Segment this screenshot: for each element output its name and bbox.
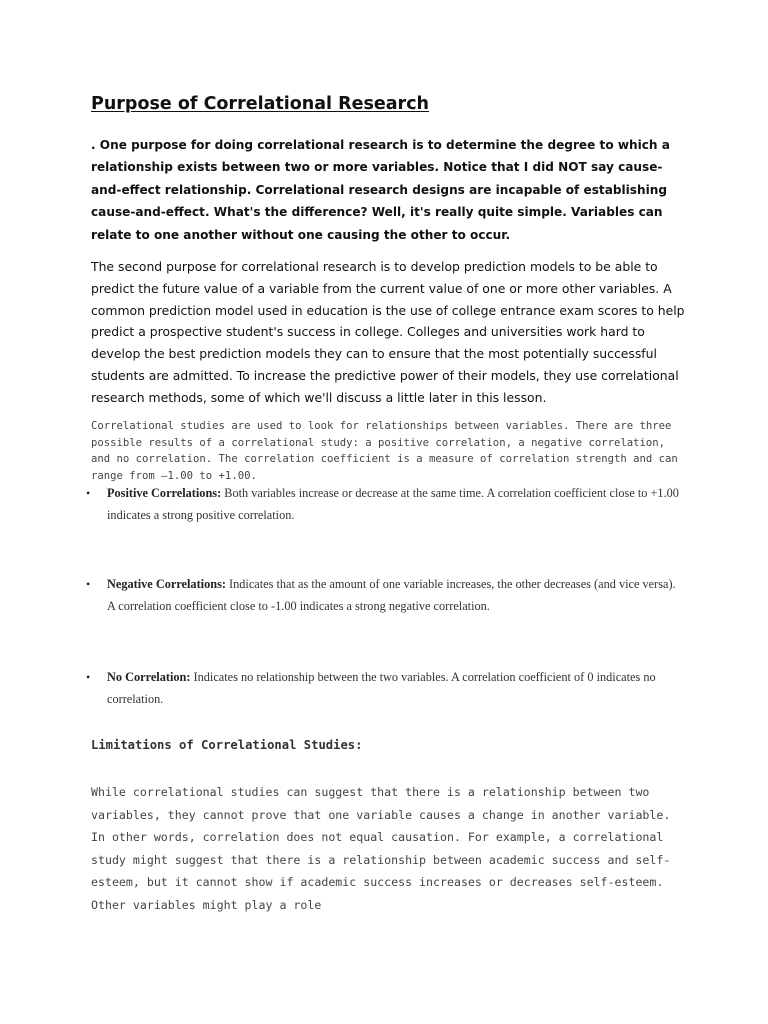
intro-paragraph: . One purpose for doing correlational research is to determine the degree to which a relationship exists between two or more variables. Notice that I did NOT say cause-and-effect relationship. Correlational research designs are incapable of establishing cause-and-effect. What's the difference? Well, it's really quite simple. Variables can relate to one another without one causing the other to occur. <box>91 138 670 242</box>
list-item-text: Indicates no relationship between the two variables. A correlation coefficient of 0 indicates no correlation. <box>107 670 656 707</box>
list-item-term: No Correlation: <box>107 670 191 684</box>
second-purpose-paragraph: The second purpose for correlational research is to develop prediction models to be able to predict the future value of a variable from the current value of one or more other variables. A common prediction model used in education is the use of college entrance exam scores to help predict a prospective student's success in college. Colleges and universities work hard to develop the best prediction models they can to ensure that the most potentially successful students are admitted. To increase the predictive power of their models, they use correlational research methods, some of which we'll discuss a little later in this lesson. <box>91 259 685 405</box>
bullet-icon: • <box>86 486 91 500</box>
limitations-paragraph: While correlational studies can suggest that there is a relationship between two variables, they cannot prove that one variable causes a change in another variable. In other words, correlation does not equal causation. For example, a correlational study might suggest that there is a relationship between academic success and self-esteem, but it cannot show if academic success increases or decreases self-esteem. Other variables might play a role <box>91 785 671 912</box>
page-title: Purpose of Correlational Research <box>91 94 430 114</box>
bullet-icon: • <box>86 577 91 591</box>
list-item-positive-correlations <box>86 482 682 527</box>
list-item-no-correlation <box>86 666 682 711</box>
list-item-body <box>107 666 682 711</box>
list-item-text: Both variables increase or decrease at the same time. A correlation coefficient close to +1.00 indicates a strong positive correlation. <box>107 486 679 523</box>
limitations-heading: Limitations of Correlational Studies: <box>91 738 363 752</box>
list-item-text: Indicates that as the amount of one variable increases, the other decreases (and vice versa). A correlation coefficient close to -1.00 indicates a strong negative correlation. <box>107 577 676 614</box>
correlational-studies-paragraph: Correlational studies are used to look for relationships between variables. There are three possible results of a correlational study: a positive correlation, a negative correlation, and no correlation. The correlation coefficient is a measure of correlation strength and can range from –1.00 to +1.00. <box>91 420 678 482</box>
list-item-body <box>107 482 682 527</box>
bullet-icon: • <box>86 670 91 684</box>
list-item-term: Negative Correlations: <box>107 577 226 591</box>
list-item-body <box>107 573 682 618</box>
list-item-term: Positive Correlations: <box>107 486 222 500</box>
list-item-negative-correlations <box>86 573 682 618</box>
